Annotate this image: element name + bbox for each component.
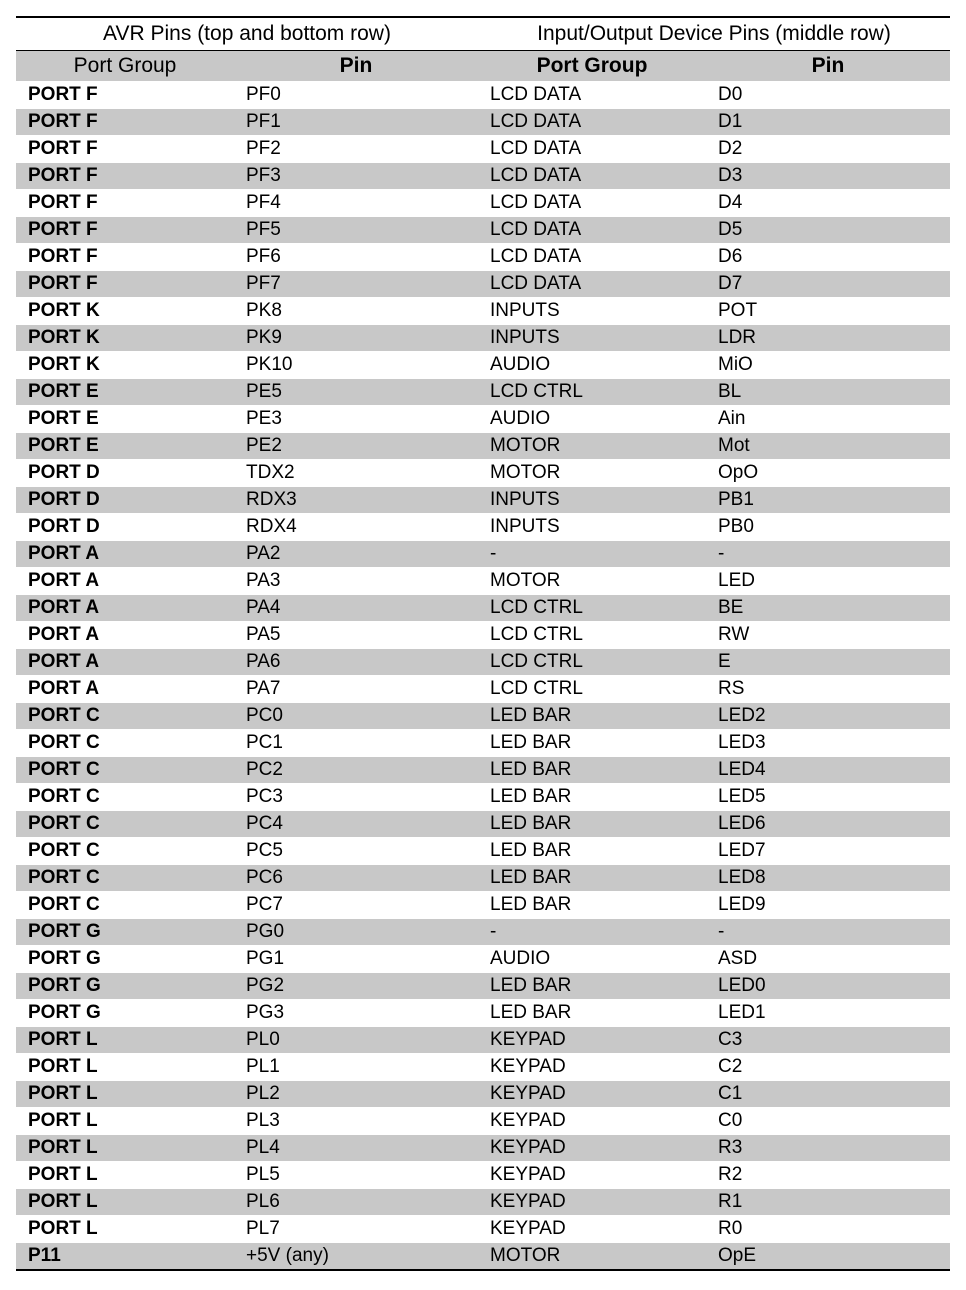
table-row [16, 865, 950, 892]
avr-port-group-cell: PORT L [16, 1108, 234, 1135]
avr-port-group-cell: PORT A [16, 649, 234, 676]
table-row [16, 676, 950, 703]
avr-port-group-cell: PORT C [16, 811, 234, 838]
table-row [16, 784, 950, 811]
avr-port-group-cell: PORT A [16, 541, 234, 568]
avr-port-group-cell: PORT C [16, 730, 234, 757]
table-row [16, 1054, 950, 1081]
avr-pin-cell: PG2 [234, 973, 478, 1000]
table-row [16, 1027, 950, 1054]
table-row [16, 622, 950, 649]
io-port-group-cell: MOTOR [478, 433, 706, 460]
avr-pin-cell: PC0 [234, 703, 478, 730]
avr-port-group-cell: PORT L [16, 1081, 234, 1108]
table-row [16, 109, 950, 136]
avr-pin-cell: PL0 [234, 1027, 478, 1054]
io-port-group-cell: LCD DATA [478, 136, 706, 163]
avr-port-group-cell: PORT G [16, 919, 234, 946]
avr-port-group-cell: PORT E [16, 379, 234, 406]
avr-pin-cell: PC2 [234, 757, 478, 784]
avr-pin-cell: PL3 [234, 1108, 478, 1135]
avr-port-group-cell: PORT F [16, 190, 234, 217]
avr-port-group-cell: PORT C [16, 703, 234, 730]
avr-port-group-cell: P11 [16, 1243, 234, 1271]
io-port-group-cell: INPUTS [478, 325, 706, 352]
table-row [16, 730, 950, 757]
io-pin-cell: C1 [706, 1081, 950, 1108]
pin-mapping-sheet [16, 16, 950, 1271]
table-row [16, 379, 950, 406]
io-port-group-cell: LED BAR [478, 757, 706, 784]
table-header [16, 17, 950, 82]
io-pin-cell: LED5 [706, 784, 950, 811]
io-pin-cell: LED0 [706, 973, 950, 1000]
avr-pin-cell: PA2 [234, 541, 478, 568]
io-pin-cell: PB1 [706, 487, 950, 514]
io-pin-cell: BE [706, 595, 950, 622]
avr-pin-cell: PA4 [234, 595, 478, 622]
avr-pin-cell: PC1 [234, 730, 478, 757]
table-row [16, 217, 950, 244]
table-row [16, 919, 950, 946]
io-pin-cell: LDR [706, 325, 950, 352]
avr-port-group-cell: PORT L [16, 1162, 234, 1189]
io-port-group-cell: LED BAR [478, 784, 706, 811]
io-pin-cell: C3 [706, 1027, 950, 1054]
avr-pin-cell: PF3 [234, 163, 478, 190]
avr-port-group-cell: PORT L [16, 1054, 234, 1081]
table-row [16, 136, 950, 163]
io-pin-cell: C0 [706, 1108, 950, 1135]
avr-port-group-cell: PORT L [16, 1216, 234, 1243]
table-row [16, 1162, 950, 1189]
table-row [16, 325, 950, 352]
avr-port-group-cell: PORT A [16, 676, 234, 703]
io-port-group-cell: LCD DATA [478, 244, 706, 271]
avr-pin-cell: PF6 [234, 244, 478, 271]
avr-port-group-cell: PORT F [16, 136, 234, 163]
pin-mapping-table [16, 16, 950, 1271]
avr-pin-cell: PA5 [234, 622, 478, 649]
io-pin-header: Pin [706, 51, 950, 82]
avr-pin-cell: PA6 [234, 649, 478, 676]
avr-port-group-cell: PORT C [16, 892, 234, 919]
table-row [16, 568, 950, 595]
table-row [16, 1108, 950, 1135]
table-body [16, 82, 950, 1271]
avr-pin-cell: RDX4 [234, 514, 478, 541]
avr-port-group-cell: PORT F [16, 163, 234, 190]
avr-port-group-cell: PORT L [16, 1189, 234, 1216]
io-port-group-cell: KEYPAD [478, 1081, 706, 1108]
io-pin-cell: LED8 [706, 865, 950, 892]
io-pin-cell: R2 [706, 1162, 950, 1189]
io-port-group-cell: LCD DATA [478, 163, 706, 190]
io-port-group-cell: LCD DATA [478, 109, 706, 136]
io-pin-cell: ASD [706, 946, 950, 973]
io-pin-cell: D0 [706, 82, 950, 109]
io-port-group-cell: LCD CTRL [478, 622, 706, 649]
avr-pin-cell: PE5 [234, 379, 478, 406]
io-pin-cell: R1 [706, 1189, 950, 1216]
io-pin-cell: LED7 [706, 838, 950, 865]
io-port-group-cell: - [478, 541, 706, 568]
avr-pin-cell: PC7 [234, 892, 478, 919]
io-pin-cell: D1 [706, 109, 950, 136]
io-pin-cell: D7 [706, 271, 950, 298]
avr-pin-cell: PC6 [234, 865, 478, 892]
avr-port-group-cell: PORT E [16, 433, 234, 460]
io-pin-cell: R3 [706, 1135, 950, 1162]
io-device-pins-heading: Input/Output Device Pins (middle row) [478, 17, 950, 51]
io-pin-cell: LED9 [706, 892, 950, 919]
io-port-group-cell: LCD CTRL [478, 676, 706, 703]
io-pin-cell: LED [706, 568, 950, 595]
table-row [16, 460, 950, 487]
avr-port-group-cell: PORT K [16, 325, 234, 352]
column-header-row [16, 51, 950, 82]
io-port-group-cell: MOTOR [478, 1243, 706, 1271]
avr-pin-cell: PC5 [234, 838, 478, 865]
avr-pin-cell: PK8 [234, 298, 478, 325]
io-pin-cell: OpO [706, 460, 950, 487]
table-row [16, 352, 950, 379]
io-port-group-cell: LCD DATA [478, 271, 706, 298]
table-row [16, 433, 950, 460]
io-pin-cell: D5 [706, 217, 950, 244]
io-port-group-cell: KEYPAD [478, 1135, 706, 1162]
io-pin-cell: BL [706, 379, 950, 406]
io-pin-cell: E [706, 649, 950, 676]
table-row [16, 946, 950, 973]
io-port-group-cell: INPUTS [478, 487, 706, 514]
avr-port-group-cell: PORT A [16, 595, 234, 622]
avr-pin-cell: PC3 [234, 784, 478, 811]
io-pin-cell: OpE [706, 1243, 950, 1271]
table-row [16, 271, 950, 298]
io-port-group-cell: INPUTS [478, 298, 706, 325]
avr-port-group-cell: PORT A [16, 622, 234, 649]
avr-port-group-cell: PORT C [16, 757, 234, 784]
io-port-group-cell: AUDIO [478, 406, 706, 433]
avr-pin-cell: PF7 [234, 271, 478, 298]
avr-pin-cell: RDX3 [234, 487, 478, 514]
avr-port-group-cell: PORT L [16, 1135, 234, 1162]
avr-pin-cell: PF0 [234, 82, 478, 109]
io-port-group-cell: LCD CTRL [478, 649, 706, 676]
table-row [16, 892, 950, 919]
io-port-group-cell: - [478, 919, 706, 946]
avr-port-group-cell: PORT E [16, 406, 234, 433]
table-row [16, 811, 950, 838]
table-row [16, 82, 950, 109]
table-row [16, 514, 950, 541]
avr-pin-cell: PF2 [234, 136, 478, 163]
io-pin-cell: - [706, 541, 950, 568]
avr-pin-cell: PL7 [234, 1216, 478, 1243]
io-pin-cell: PB0 [706, 514, 950, 541]
table-row [16, 703, 950, 730]
avr-pin-cell: PL5 [234, 1162, 478, 1189]
table-row [16, 973, 950, 1000]
io-port-group-cell: LCD DATA [478, 190, 706, 217]
io-pin-cell: - [706, 919, 950, 946]
io-port-group-cell: INPUTS [478, 514, 706, 541]
avr-pin-cell: PL6 [234, 1189, 478, 1216]
avr-pins-heading: AVR Pins (top and bottom row) [16, 17, 478, 51]
table-row [16, 1243, 950, 1271]
table-row [16, 1081, 950, 1108]
table-row [16, 649, 950, 676]
avr-port-group-cell: PORT G [16, 973, 234, 1000]
avr-port-group-cell: PORT D [16, 487, 234, 514]
io-pin-cell: LED3 [706, 730, 950, 757]
io-port-group-cell: KEYPAD [478, 1027, 706, 1054]
avr-pin-cell: +5V (any) [234, 1243, 478, 1271]
avr-port-group-cell: PORT G [16, 1000, 234, 1027]
avr-pin-cell: PF4 [234, 190, 478, 217]
io-pin-cell: D4 [706, 190, 950, 217]
table-row [16, 838, 950, 865]
io-pin-cell: LED2 [706, 703, 950, 730]
avr-pin-cell: PF5 [234, 217, 478, 244]
io-port-group-cell: MOTOR [478, 568, 706, 595]
table-row [16, 190, 950, 217]
avr-port-group-cell: PORT F [16, 82, 234, 109]
avr-pin-cell: TDX2 [234, 460, 478, 487]
io-port-group-cell: LED BAR [478, 730, 706, 757]
io-port-group-cell: AUDIO [478, 946, 706, 973]
avr-pin-cell: PK10 [234, 352, 478, 379]
io-port-group-cell: LCD CTRL [478, 379, 706, 406]
io-port-group-cell: KEYPAD [478, 1162, 706, 1189]
group-header-row [16, 17, 950, 51]
io-pin-cell: MiO [706, 352, 950, 379]
io-port-group-cell: KEYPAD [478, 1216, 706, 1243]
io-pin-cell: C2 [706, 1054, 950, 1081]
avr-port-group-cell: PORT C [16, 784, 234, 811]
io-pin-cell: RS [706, 676, 950, 703]
io-port-group-cell: LCD DATA [478, 82, 706, 109]
avr-port-group-header: Port Group [16, 51, 234, 82]
avr-pin-cell: PL4 [234, 1135, 478, 1162]
avr-pin-cell: PL1 [234, 1054, 478, 1081]
avr-port-group-cell: PORT K [16, 352, 234, 379]
avr-port-group-cell: PORT F [16, 244, 234, 271]
io-pin-cell: R0 [706, 1216, 950, 1243]
table-row [16, 406, 950, 433]
io-port-group-cell: KEYPAD [478, 1054, 706, 1081]
io-pin-cell: D2 [706, 136, 950, 163]
table-row [16, 298, 950, 325]
io-port-group-cell: LED BAR [478, 703, 706, 730]
avr-port-group-cell: PORT A [16, 568, 234, 595]
io-port-group-cell: KEYPAD [478, 1189, 706, 1216]
io-pin-cell: Mot [706, 433, 950, 460]
io-port-group-cell: LED BAR [478, 973, 706, 1000]
io-port-group-cell: LED BAR [478, 865, 706, 892]
avr-pin-cell: PG3 [234, 1000, 478, 1027]
avr-pin-cell: PA3 [234, 568, 478, 595]
avr-port-group-cell: PORT C [16, 838, 234, 865]
avr-pin-cell: PG0 [234, 919, 478, 946]
io-port-group-cell: LED BAR [478, 811, 706, 838]
io-port-group-cell: MOTOR [478, 460, 706, 487]
io-pin-cell: RW [706, 622, 950, 649]
io-port-group-cell: LED BAR [478, 838, 706, 865]
io-pin-cell: Ain [706, 406, 950, 433]
table-row [16, 1216, 950, 1243]
io-port-group-cell: LED BAR [478, 892, 706, 919]
table-row [16, 1000, 950, 1027]
avr-port-group-cell: PORT F [16, 271, 234, 298]
avr-pin-cell: PL2 [234, 1081, 478, 1108]
avr-pin-cell: PE2 [234, 433, 478, 460]
avr-pin-cell: PK9 [234, 325, 478, 352]
table-row [16, 757, 950, 784]
table-row [16, 163, 950, 190]
io-port-group-header: Port Group [478, 51, 706, 82]
avr-port-group-cell: PORT D [16, 460, 234, 487]
avr-port-group-cell: PORT L [16, 1027, 234, 1054]
avr-port-group-cell: PORT K [16, 298, 234, 325]
avr-pin-header: Pin [234, 51, 478, 82]
io-pin-cell: D6 [706, 244, 950, 271]
table-row [16, 541, 950, 568]
io-pin-cell: LED1 [706, 1000, 950, 1027]
table-row [16, 1189, 950, 1216]
io-pin-cell: LED4 [706, 757, 950, 784]
io-pin-cell: LED6 [706, 811, 950, 838]
table-row [16, 487, 950, 514]
avr-pin-cell: PA7 [234, 676, 478, 703]
avr-pin-cell: PC4 [234, 811, 478, 838]
avr-port-group-cell: PORT C [16, 865, 234, 892]
avr-port-group-cell: PORT F [16, 217, 234, 244]
io-pin-cell: POT [706, 298, 950, 325]
avr-pin-cell: PE3 [234, 406, 478, 433]
io-port-group-cell: LCD CTRL [478, 595, 706, 622]
avr-port-group-cell: PORT G [16, 946, 234, 973]
table-row [16, 244, 950, 271]
io-port-group-cell: KEYPAD [478, 1108, 706, 1135]
avr-pin-cell: PG1 [234, 946, 478, 973]
table-row [16, 1135, 950, 1162]
avr-port-group-cell: PORT F [16, 109, 234, 136]
avr-pin-cell: PF1 [234, 109, 478, 136]
io-pin-cell: D3 [706, 163, 950, 190]
io-port-group-cell: LCD DATA [478, 217, 706, 244]
io-port-group-cell: AUDIO [478, 352, 706, 379]
avr-port-group-cell: PORT D [16, 514, 234, 541]
table-row [16, 595, 950, 622]
io-port-group-cell: LED BAR [478, 1000, 706, 1027]
